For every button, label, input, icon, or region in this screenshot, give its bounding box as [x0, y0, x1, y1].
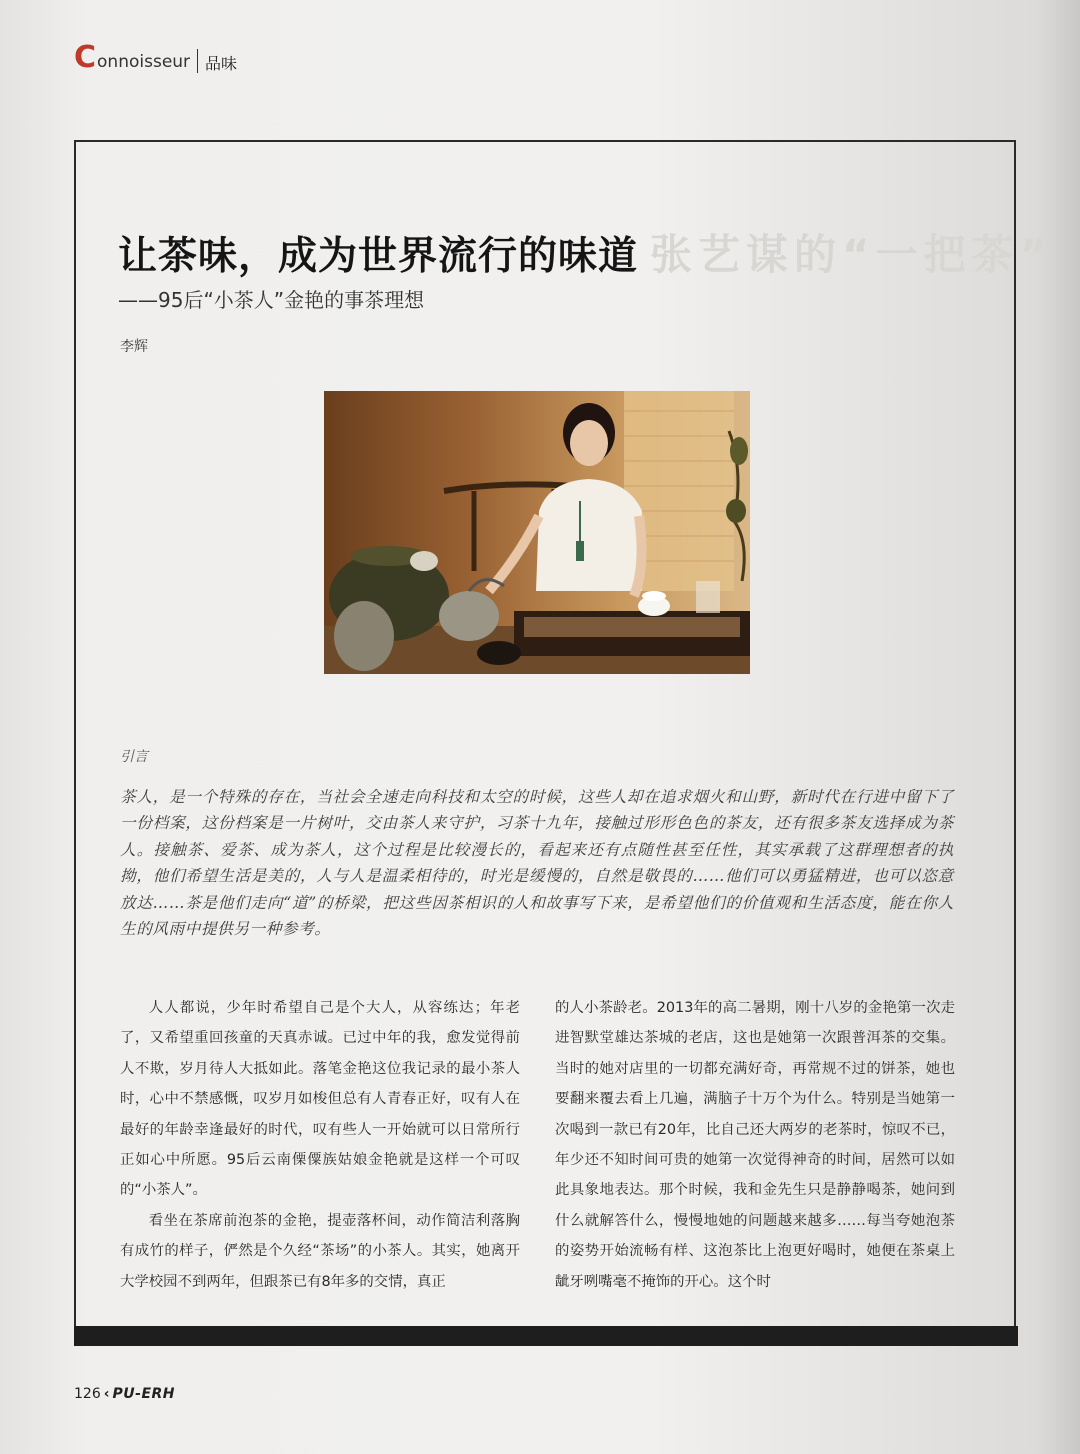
tea-ceremony-photo [324, 391, 750, 674]
article-author: 李辉 [120, 339, 148, 355]
brand-name: onnoisseur [97, 52, 191, 72]
page-number: 126 [74, 1386, 101, 1402]
chevron-left-icon: ‹ [103, 1386, 110, 1402]
article-title: 让茶味，成为世界流行的味道 [118, 234, 639, 279]
article-subtitle: ——95后“小茶人”金艳的事茶理想 [118, 288, 425, 312]
body-paragraph: 人人都说，少年时希望自己是个大人，从容练达；年老了，又希望重回孩童的天真赤诚。已过中年的我，愈发觉得前人不欺，岁月待人大抵如此。落笔金艳这位我记录的最小茶人时，心中不禁感慨，叹岁月如梭但总有人青春正好，叹有人在最好的年龄幸逢最好的时代，叹有些人一开始就可以日常所行正如心中所愿。95后云南傈僳族姑娘金艳就是这样一个可叹的“小茶人”。 [120, 1000, 520, 1199]
body-paragraph: 的人小茶龄老。2013年的高二暑期，刚十八岁的金艳第一次走进智默堂雄达茶城的老店，这也是她第一次跟普洱茶的交集。当时的她对店里的一切都充满好奇，再常规不过的饼茶，她也要翻来覆去看上几遍，满脑子十万个为什么。特别是当她第一次喝到一款已有20年，比自己还大两岁的老茶时，惊叹不已，年少还不知时间可贵的她第一次觉得神奇的时间，居然可以如此具象地表达。那个时候，我和金先生只是静静喝茶，她问到什么就解答什么，慢慢地她的问题越来越多……每当夸她泡茶的姿势开始流畅有样、这泡茶比上泡更好喝时，她便在茶桌上龇牙咧嘴毫不掩饰的开心。这个时 [555, 1000, 955, 1290]
magazine-name: PU-ERH [112, 1386, 176, 1402]
magazine-header [74, 40, 237, 76]
intro-label: 引言 [120, 749, 148, 765]
page-footer [74, 1386, 175, 1402]
body-column-left [120, 993, 520, 1297]
header-divider [197, 49, 198, 73]
brand-initial: C [74, 40, 97, 75]
body-column-right [555, 993, 955, 1297]
photo-illustration [324, 391, 750, 674]
body-paragraph: 看坐在茶席前泡茶的金艳，提壶落杯间，动作简洁利落胸有成竹的样子，俨然是个久经“茶场”的小茶人。其实，她离开大学校园不到两年，但跟茶已有8年多的交情，真正 [120, 1212, 520, 1290]
intro-text: 茶人，是一个特殊的存在，当社会全速走向科技和太空的时候，这些人却在追求烟火和山野，新时代在行进中留下了一份档案，这份档案是一片树叶，交由茶人来守护，习茶十九年，接触过形形色色的茶友，还有很多茶友选择成为茶人。接触茶、爱茶、成为茶人，这个过程是比较漫长的，看起来还有点随性甚至任性，其实承载了这群理想者的执拗，他们希望生活是美的，人与人是温柔相待的，时光是缓慢的，自然是敬畏的……他们可以勇猛精进，也可以恣意放达……茶是他们走向“道”的桥梁，把这些因茶相识的人和故事写下来，是希望他们的价值观和生活态度，能在你人生的风雨中提供另一种参考。 [120, 788, 954, 939]
section-label: 品味 [205, 53, 238, 73]
frame-bottom-bar [74, 1326, 1018, 1346]
bleed-through-text: 张艺谋的“一把茶” [650, 230, 1054, 279]
